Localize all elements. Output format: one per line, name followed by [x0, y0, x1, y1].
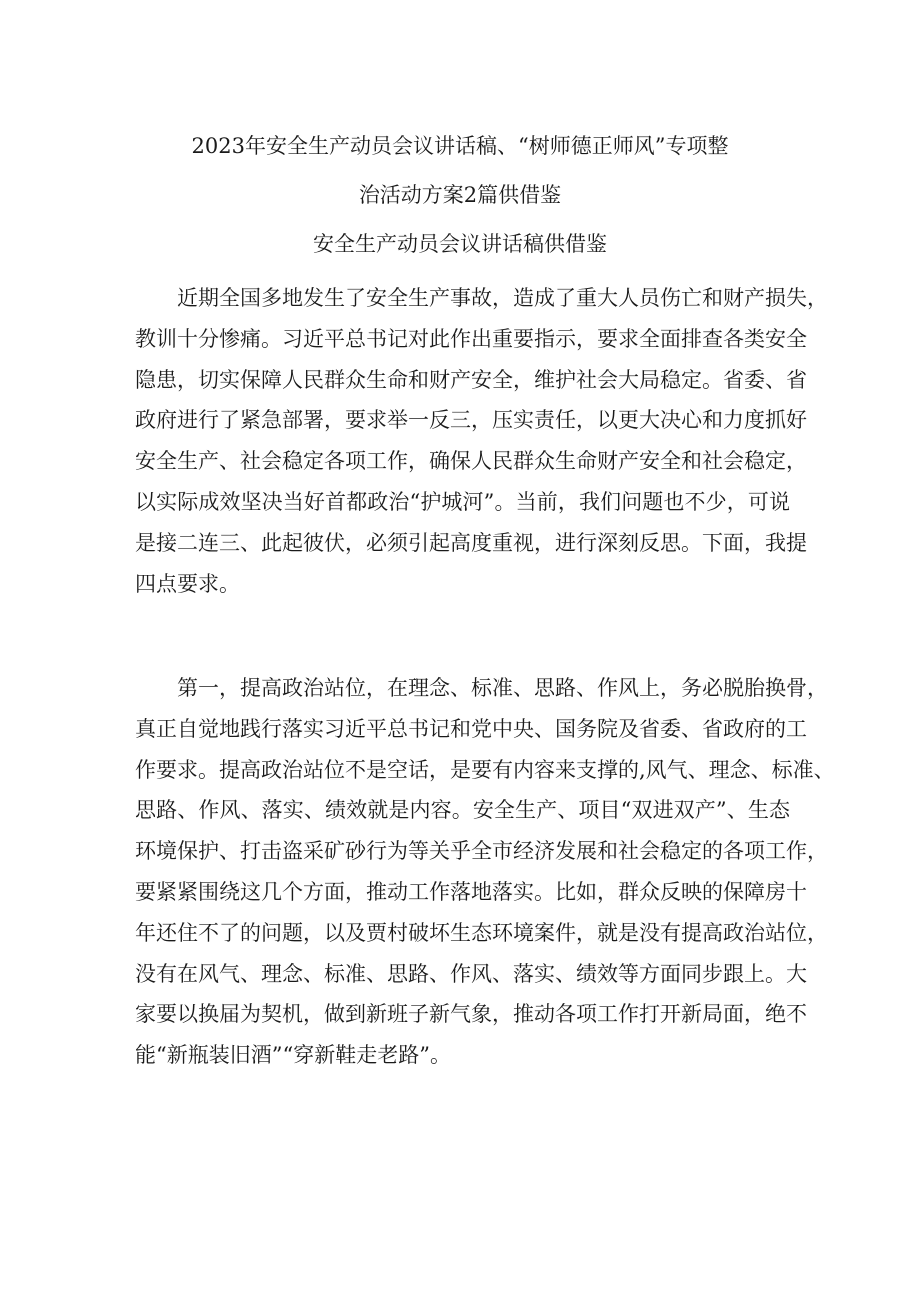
document-title-line-2: 治活动方案2篇供借鉴: [358, 183, 562, 207]
paragraph-line: 安全生产、社会稳定各项工作，确保人民群众生命财产安全和社会稳定，: [135, 449, 807, 474]
paragraph-line: 政府进行了紧急部署，要求举一反三，压实责任，以更大决心和力度抓好: [135, 408, 807, 433]
paragraph-line: 以实际成效坚决当好首都政治“护城河”。当前，我们问题也不少，可说: [135, 489, 790, 514]
paragraph-2: [135, 668, 835, 1076]
paragraph-line: 真正自觉地践行落实习近平总书记和党中央、国务院及省委、省政府的工: [135, 716, 807, 741]
paragraph-line: 家要以换届为契机，做到新班子新气象，推动各项工作打开新局面，绝不: [135, 1002, 807, 1027]
paragraph-line: 没有在风气、理念、标准、思路、作风、落实、绩效等方面同步跟上。大: [135, 961, 807, 986]
paragraph-line: 思路、作风、落实、绩效就是内容。安全生产、项目“双进双产”、生态: [135, 798, 790, 823]
paragraph-line: 年还住不了的问题，以及贾村破坏生态环境案件，就是没有提高政治站位，: [135, 920, 828, 945]
paragraph-line: 第一，提高政治站位，在理念、标准、思路、作风上，务必脱胎换骨，: [177, 676, 828, 700]
paragraph-line: 要紧紧围绕这几个方面，推动工作落地落实。比如，群众反映的保障房十: [135, 879, 807, 904]
section-subtitle: 安全生产动员会议讲话稿供借鉴: [313, 232, 607, 256]
document-title-line-1: 2023年安全生产动员会议讲话稿、“树师德正师风”专项整: [191, 134, 729, 158]
paragraph-line: 教训十分惨痛。习近平总书记对此作出重要指示，要求全面排查各类安全: [135, 326, 807, 351]
paragraph-line: 近期全国多地发生了安全生产事故，造成了重大人员伤亡和财产损失，: [177, 286, 828, 310]
paragraph-line: 四点要求。: [135, 571, 240, 596]
paragraph-line: 环境保护、打击盗采矿砂行为等关乎全市经济发展和社会稳定的各项工作，: [135, 839, 828, 864]
paragraph-1: [135, 278, 828, 604]
paragraph-line: 是接二连三、此起彼伏，必须引起高度重视，进行深刻反思。下面，我提: [135, 530, 807, 555]
paragraph-line: 隐患，切实保障人民群众生命和财产安全，维护社会大局稳定。省委、省: [135, 367, 807, 392]
paragraph-line: 能“新瓶装旧酒”“穿新鞋走老路”。: [135, 1043, 451, 1068]
paragraph-line: 作要求。提高政治站位不是空话，是要有内容来支撑的,风气、理念、标准、: [135, 757, 835, 782]
